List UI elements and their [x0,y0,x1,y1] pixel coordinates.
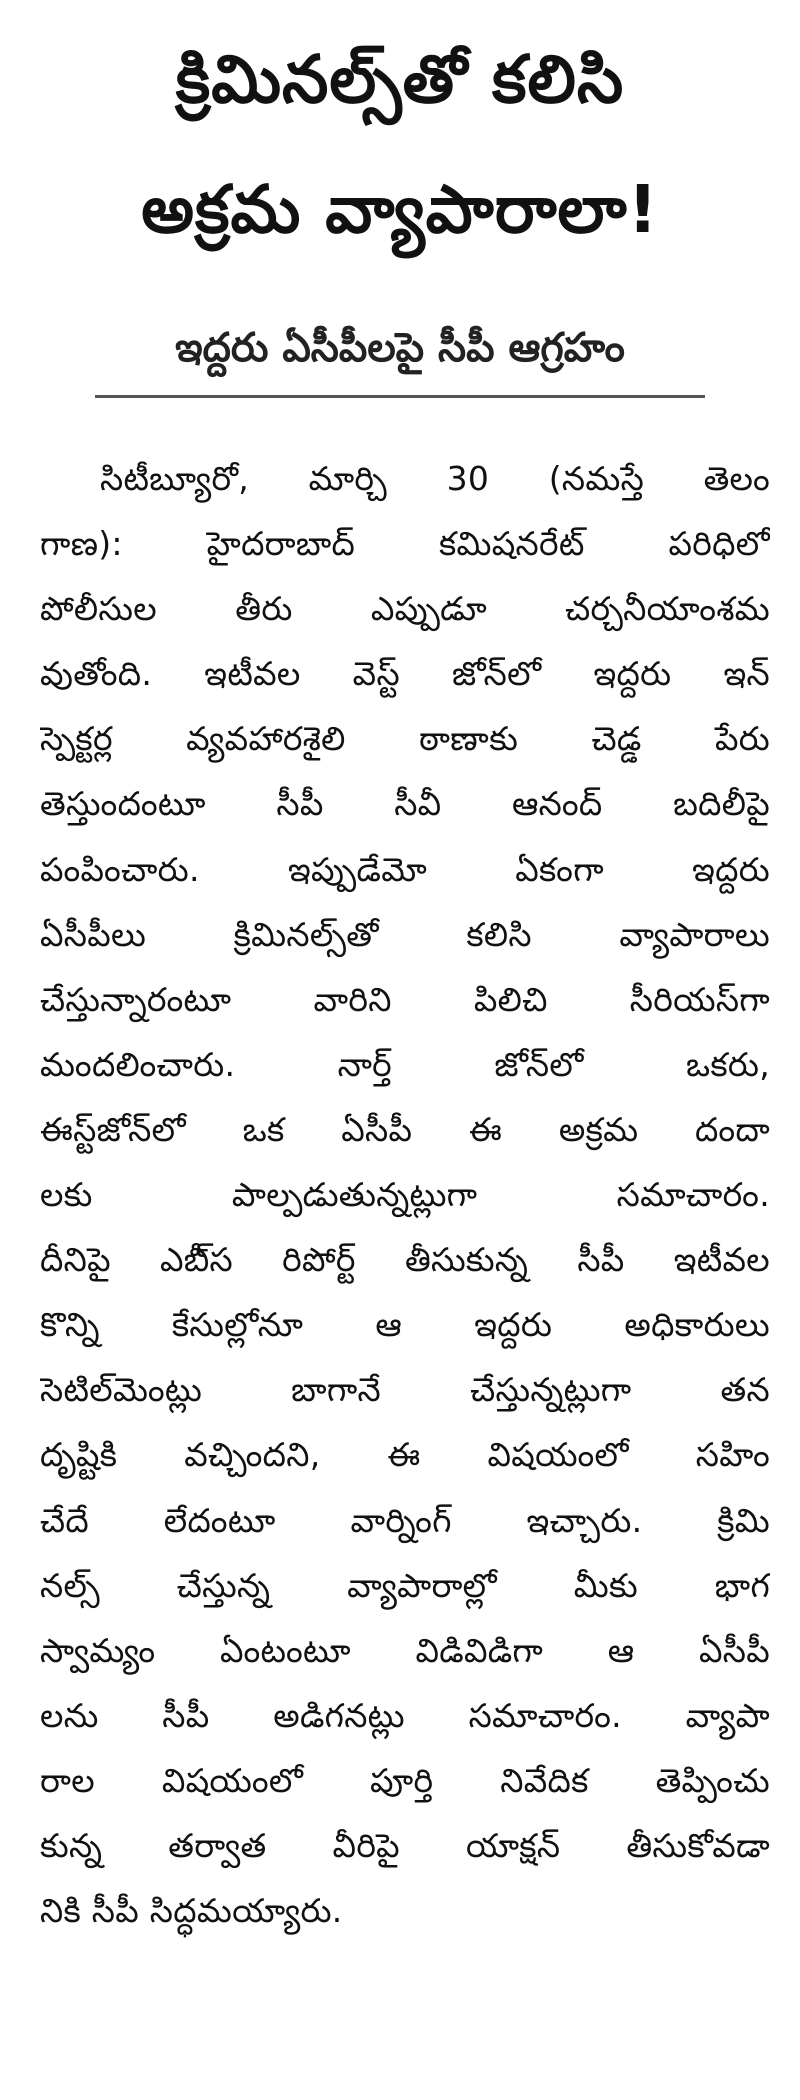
article-line: తెస్తుందంటూ సీపీ సీవీ ఆనంద్ బదిలీపై [40,784,770,824]
article-line: నికి సీపీ సిద్ధమయ్యారు. [40,1891,343,1931]
article-line: ఏసీపీలు క్రిమినల్స్‌తో కలిసి వ్యాపారాలు [40,914,770,954]
article-line: దీనిపై ఎబీ్స రిపోర్ట్ తీసుకున్న సీపీ ఇటీవల [40,1240,770,1280]
article-line: చేస్తున్నారంటూ వారిని పిలిచి సీరియస్‌గా [40,979,770,1019]
article-line: రాల విషయంలో పూర్తి నివేదిక తెప్పించు [40,1760,770,1800]
article-line: నల్స్ చేస్తున్న వ్యాపారాల్లో మీకు భాగ [40,1565,770,1605]
article-line: కొన్ని కేసుల్లోనూ ఆ ఇద్దరు అధికారులు [40,1305,770,1345]
article-line: స్పెక్టర్ల వ్యవహారశైలి ఠాణాకు చెడ్డ పేరు [40,719,770,759]
article-line: వుతోంది. ఇటీవల వెస్ట్ జోన్‌లో ఇద్దరు ఇన్ [40,654,770,694]
article-line: ఈస్ట్‌జోన్‌లో ఒక ఏసీపీ ఈ అక్రమ దందా [40,1109,770,1149]
headline-line-1: క్రిమినల్స్‌తో కలిసి [175,41,625,118]
article-line: లకు పాల్పడుతున్నట్లుగా సమాచారం. [40,1175,770,1215]
article-line: చేదే లేదంటూ వార్నింగ్ ఇచ్చారు. క్రిమి [40,1500,770,1540]
article-line: సిటీబ్యూరో, మార్చి 30 (నమస్తే తెలం [100,459,770,498]
article-line: పంపించారు. ఇప్పుడేమో ఏకంగా ఇద్దరు [40,849,770,889]
article-line: లను సీపీ అడిగనట్లు సమాచారం. వ్యాపా [40,1695,770,1735]
article-line: మందలించారు. నార్త్ జోన్‌లో ఒకరు, [40,1044,770,1084]
article-body [40,446,770,1943]
article-line: గాణ): హైదరాబాద్ కమిషనరేట్ పరిధిలో [40,524,770,564]
article-line: దృష్టికి వచ్చిందని, ఈ విషయంలో సహిం [40,1435,770,1475]
article-line: స్వామ్యం ఏంటంటూ విడివిడిగా ఆ ఏసీపీ [40,1630,770,1670]
article-line: పోలీసుల తీరు ఎప్పుడూ చర్చనీయాంశమ [40,589,770,629]
article-line: కున్న తర్వాత వీరిపై యాక్షన్ తీసుకోవడా [40,1825,770,1865]
article-line: సెటిల్‌మెంట్లు బాగానే చేస్తున్నట్లుగా తన [40,1370,770,1410]
headline-line-2: అక్రమ వ్యాపారాలా! [141,171,659,248]
subheadline-underline [95,395,705,398]
subheadline: ఇద్దరు ఏసీపీలపై సీపీ ఆగ్రహం [175,325,625,371]
